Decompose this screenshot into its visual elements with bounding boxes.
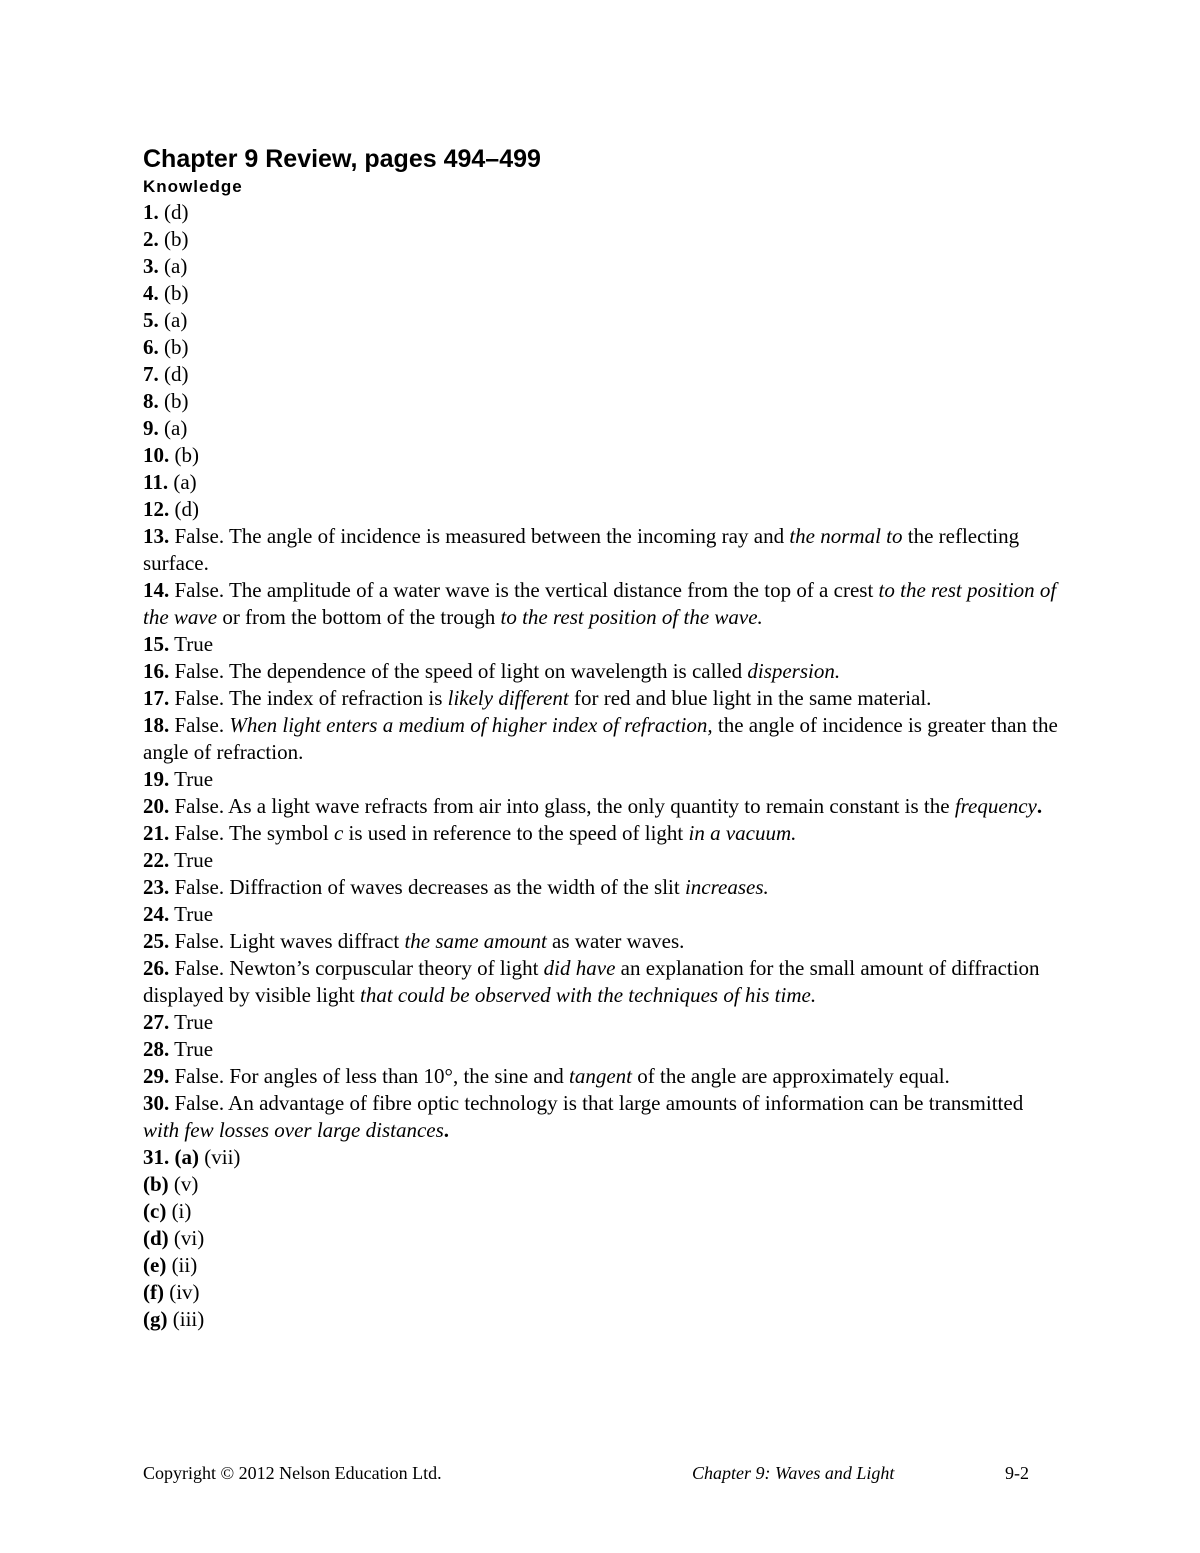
answer-item bbox=[143, 1009, 1063, 1036]
answer-text: False. bbox=[169, 713, 230, 737]
answer-item bbox=[143, 415, 1063, 442]
answer-item bbox=[143, 523, 1063, 577]
answer-item bbox=[143, 226, 1063, 253]
answer-number: 11. bbox=[143, 470, 169, 494]
answer-item bbox=[143, 766, 1063, 793]
answer-text: False. As a light wave refracts from air into glass, the only quantity to remain constant is the bbox=[169, 794, 955, 818]
answer-text: True bbox=[169, 632, 214, 656]
answer-item bbox=[143, 658, 1063, 685]
page-title: Chapter 9 Review, pages 494–499 bbox=[143, 145, 541, 173]
answer-number: 18. bbox=[143, 713, 170, 737]
answer-text: of the angle are approximately equal. bbox=[632, 1064, 950, 1088]
answer-item bbox=[143, 388, 1063, 415]
answer-emphasis: did have bbox=[543, 956, 616, 980]
answer-emphasis: the normal to bbox=[789, 524, 903, 548]
answer-emphasis: dispersion. bbox=[747, 659, 841, 683]
answer-text: an explanation for the small amount of diffraction displayed by visible light bbox=[143, 956, 1040, 1007]
answer-text: False. The dependence of the speed of light on wavelength is called bbox=[169, 659, 748, 683]
answer-text: (vii) bbox=[199, 1145, 241, 1169]
answer-number: (e) bbox=[143, 1253, 167, 1277]
answer-item bbox=[143, 1252, 1063, 1279]
answer-number: (b) bbox=[143, 1172, 169, 1196]
answer-item bbox=[143, 793, 1063, 820]
answer-text: False. Newton’s corpuscular theory of light bbox=[169, 956, 544, 980]
answer-number: 3. bbox=[143, 254, 159, 278]
answer-text: the angle of incidence is greater than the angle of refraction. bbox=[143, 713, 1058, 764]
answer-number: (d) bbox=[143, 1226, 169, 1250]
answer-text: True bbox=[169, 1037, 214, 1061]
answer-text: False. The amplitude of a water wave is the vertical distance from the top of a crest bbox=[169, 578, 879, 602]
answer-text: False. For angles of less than 10°, the sine and bbox=[169, 1064, 569, 1088]
answer-number: 1. bbox=[143, 200, 159, 224]
answer-item bbox=[143, 1144, 1063, 1171]
answer-item bbox=[143, 847, 1063, 874]
answer-number: 4. bbox=[143, 281, 159, 305]
answer-text: (iii) bbox=[167, 1307, 205, 1331]
footer-copyright: Copyright © 2012 Nelson Education Ltd. bbox=[143, 1463, 442, 1483]
answer-emphasis: tangent bbox=[569, 1064, 632, 1088]
answer-number: 14. bbox=[143, 578, 170, 602]
answer-text: the reflecting surface. bbox=[143, 524, 1020, 575]
answer-item bbox=[143, 577, 1063, 631]
answer-item bbox=[143, 901, 1063, 928]
answer-item bbox=[143, 1036, 1063, 1063]
answer-text: False. The index of refraction is bbox=[169, 686, 448, 710]
answer-emphasis: increases. bbox=[684, 875, 769, 899]
answer-text: (d) bbox=[169, 497, 199, 521]
answer-item bbox=[143, 712, 1063, 766]
answer-number: 12. bbox=[143, 497, 170, 521]
answer-number: 8. bbox=[143, 389, 159, 413]
answer-text: (b) bbox=[158, 281, 189, 305]
answer-text: is used in reference to the speed of light bbox=[343, 821, 689, 845]
answer-text: False. Diffraction of waves decreases as the width of the slit bbox=[169, 875, 685, 899]
answer-number: 9. bbox=[143, 416, 159, 440]
answer-item bbox=[143, 1171, 1063, 1198]
answer-item bbox=[143, 631, 1063, 658]
section-heading: Knowledge bbox=[143, 177, 243, 196]
answer-emphasis: likely different bbox=[447, 686, 569, 710]
answer-item bbox=[143, 307, 1063, 334]
answer-emphasis: in a vacuum. bbox=[688, 821, 797, 845]
answer-text: or from the bottom of the trough bbox=[217, 605, 501, 629]
answer-number: 29. bbox=[143, 1064, 170, 1088]
answer-number: 28. bbox=[143, 1037, 170, 1061]
answer-number: 20. bbox=[143, 794, 170, 818]
answer-number: (c) bbox=[143, 1199, 167, 1223]
answer-item bbox=[143, 685, 1063, 712]
answer-text: (d) bbox=[158, 200, 189, 224]
answer-item bbox=[143, 1063, 1063, 1090]
answer-emphasis: with few losses over large distances bbox=[143, 1118, 444, 1142]
answer-text: . bbox=[443, 1118, 450, 1142]
answer-text: False. Light waves diffract bbox=[169, 929, 405, 953]
answer-item bbox=[143, 334, 1063, 361]
answer-number: 16. bbox=[143, 659, 170, 683]
answer-text: True bbox=[169, 767, 214, 791]
answer-item bbox=[143, 820, 1063, 847]
answer-emphasis: When light enters a medium of higher index of refraction, bbox=[229, 713, 713, 737]
answer-emphasis: frequency bbox=[954, 794, 1037, 818]
answer-item bbox=[143, 1279, 1063, 1306]
answer-number: 17. bbox=[143, 686, 170, 710]
answer-number: 23. bbox=[143, 875, 170, 899]
answer-number: 30. bbox=[143, 1091, 170, 1115]
answer-text: False. The angle of incidence is measured between the incoming ray and bbox=[169, 524, 790, 548]
answer-emphasis: the same amount bbox=[404, 929, 547, 953]
answer-item bbox=[143, 1306, 1063, 1333]
answer-text: (ii) bbox=[166, 1253, 198, 1277]
answer-text: True bbox=[169, 902, 214, 926]
answer-number: 10. bbox=[143, 443, 170, 467]
answer-text: (b) bbox=[169, 443, 199, 467]
answer-text: as water waves. bbox=[546, 929, 685, 953]
answer-number: 27. bbox=[143, 1010, 170, 1034]
answer-text: (i) bbox=[166, 1199, 192, 1223]
answer-text: True bbox=[169, 848, 214, 872]
answer-item bbox=[143, 442, 1063, 469]
answer-number: 7. bbox=[143, 362, 159, 386]
answer-text: False. The symbol bbox=[169, 821, 334, 845]
answer-item bbox=[143, 928, 1063, 955]
answer-emphasis: that could be observed with the techniques of his time. bbox=[359, 983, 817, 1007]
answer-number: 24. bbox=[143, 902, 170, 926]
answer-text: (b) bbox=[158, 389, 189, 413]
answer-number: 21. bbox=[143, 821, 170, 845]
footer-chapter: Chapter 9: Waves and Light bbox=[692, 1463, 895, 1483]
answer-text: (b) bbox=[158, 335, 189, 359]
answer-number: 15. bbox=[143, 632, 170, 656]
answer-emphasis: c bbox=[333, 821, 344, 845]
answer-number: 6. bbox=[143, 335, 159, 359]
answer-item bbox=[143, 361, 1063, 388]
answer-item bbox=[143, 1225, 1063, 1252]
answer-number: 25. bbox=[143, 929, 170, 953]
answer-text: (a) bbox=[158, 416, 188, 440]
answer-item bbox=[143, 955, 1063, 1009]
answer-number: 22. bbox=[143, 848, 170, 872]
answer-number: 2. bbox=[143, 227, 159, 251]
answer-text: for red and blue light in the same material. bbox=[568, 686, 932, 710]
answer-text: (iv) bbox=[163, 1280, 200, 1304]
answer-text: (v) bbox=[168, 1172, 199, 1196]
answer-text: (a) bbox=[158, 254, 188, 278]
answer-item bbox=[143, 469, 1063, 496]
page-content bbox=[143, 143, 1063, 1333]
answer-emphasis: to the rest position of the wave bbox=[143, 578, 1057, 629]
answer-item bbox=[143, 199, 1063, 226]
answer-item bbox=[143, 874, 1063, 901]
answer-text: (vi) bbox=[168, 1226, 205, 1250]
answer-item bbox=[143, 496, 1063, 523]
answer-text: (a) bbox=[168, 470, 197, 494]
answer-text: (b) bbox=[158, 227, 189, 251]
answer-item bbox=[143, 1090, 1063, 1144]
answer-number: 13. bbox=[143, 524, 170, 548]
page-footer bbox=[143, 1461, 1043, 1485]
answer-emphasis: to the rest position of the wave. bbox=[500, 605, 763, 629]
answer-item bbox=[143, 280, 1063, 307]
answer-text: (a) bbox=[158, 308, 188, 332]
footer-page-number: 9-2 bbox=[1005, 1463, 1029, 1483]
answer-text: True bbox=[169, 1010, 214, 1034]
answer-number: 26. bbox=[143, 956, 170, 980]
answer-item bbox=[143, 1198, 1063, 1225]
answer-number: 19. bbox=[143, 767, 170, 791]
answer-text: . bbox=[1036, 794, 1043, 818]
answer-list bbox=[143, 199, 1063, 1333]
answer-number: 5. bbox=[143, 308, 159, 332]
answer-text: (d) bbox=[158, 362, 189, 386]
answer-item bbox=[143, 253, 1063, 280]
answer-number: 31. (a) bbox=[143, 1145, 199, 1169]
answer-number: (g) bbox=[143, 1307, 168, 1331]
answer-number: (f) bbox=[143, 1280, 164, 1304]
answer-text: False. An advantage of fibre optic technology is that large amounts of information can be transmitted bbox=[169, 1091, 1024, 1115]
